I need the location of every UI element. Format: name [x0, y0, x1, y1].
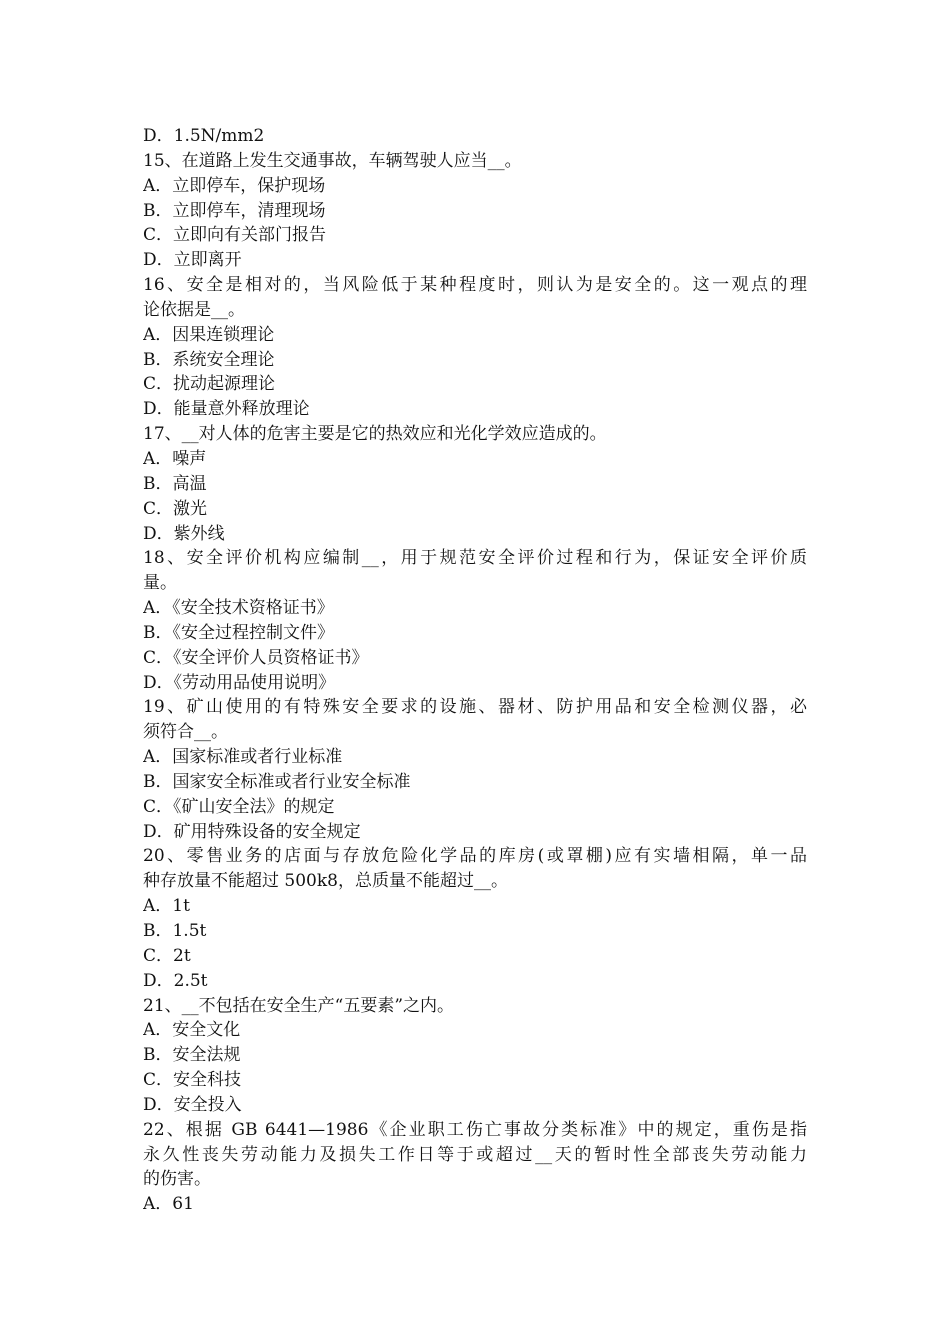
text-line: A．国家标准或者行业标准: [143, 747, 343, 768]
text-line: A．1t: [143, 896, 190, 917]
text-line: C．《安全评价人员资格证书》: [143, 647, 369, 668]
text-line: B．安全法规: [143, 1045, 241, 1066]
text-line: B．高温: [143, 473, 207, 494]
text-line: A．噪声: [143, 448, 207, 469]
text-line: C．立即向有关部门报告: [143, 225, 327, 246]
text-line: D．能量意外释放理论: [143, 399, 310, 420]
text-line: A．《安全技术资格证书》: [143, 598, 334, 619]
text-line: 20、零售业务的店面与存放危险化学品的库房(或罩棚)应有实墙相隔，单一品: [143, 846, 807, 867]
text-line: C．《矿山安全法》的规定: [143, 796, 335, 817]
text-line: A．安全文化: [143, 1020, 241, 1041]
text-line: B．系统安全理论: [143, 349, 275, 370]
text-line: D．矿用特殊设备的安全规定: [143, 821, 361, 842]
text-line: C．扰动起源理论: [143, 374, 276, 395]
text-line: 18、安全评价机构应编制__，用于规范安全评价过程和行为，保证安全评价质: [143, 548, 807, 569]
text-line: D．紫外线: [143, 523, 225, 544]
text-line: 16、安全是相对的，当风险低于某种程度时，则认为是安全的。这一观点的理: [143, 275, 807, 296]
text-line: C．安全科技: [143, 1070, 242, 1091]
text-line: A．61: [143, 1194, 194, 1215]
text-line: A．立即停车，保护现场: [143, 175, 326, 196]
text-line: D．立即离开: [143, 250, 242, 271]
text-line: 永久性丧失劳动能力及损失工作日等于或超过__天的暂时性全部丧失劳动能力: [143, 1144, 807, 1165]
text-line: B．《安全过程控制文件》: [143, 622, 334, 643]
text-line: D．《劳动用品使用说明》: [143, 672, 336, 693]
text-line: 须符合__。: [143, 722, 228, 743]
document-page: [143, 124, 807, 1217]
text-line: 种存放量不能超过 500k8，总质量不能超过__。: [143, 871, 508, 892]
text-line: C．2t: [143, 945, 191, 966]
text-line: 21、__不包括在安全生产“五要素”之内。: [143, 995, 455, 1016]
text-line: A．因果连锁理论: [143, 324, 275, 345]
text-line: D．1.5N/mm2: [143, 126, 265, 146]
text-line: B．国家安全标准或者行业安全标准: [143, 771, 411, 792]
text-line: 22、根据 GB 6441—1986《企业职工伤亡事故分类标准》中的规定，重伤是指: [143, 1119, 807, 1140]
text-line: 论依据是__。: [143, 299, 245, 320]
text-line: C．激光: [143, 498, 208, 519]
text-line: 15、在道路上发生交通事故，车辆驾驶人应当__。: [143, 150, 522, 171]
text-line: 17、__对人体的危害主要是它的热效应和光化学效应造成的。: [143, 424, 607, 445]
text-line: 19、矿山使用的有特殊安全要求的设施、器材、防护用品和安全检测仪器，必: [143, 697, 807, 718]
text-line: 量。: [143, 573, 177, 594]
text-line: 的伤害。: [143, 1169, 211, 1190]
text-line: D．安全投入: [143, 1094, 242, 1115]
text-line: B．1.5t: [143, 921, 207, 941]
text-line: D．2.5t: [143, 970, 208, 991]
text-line: B．立即停车，清理现场: [143, 200, 326, 221]
